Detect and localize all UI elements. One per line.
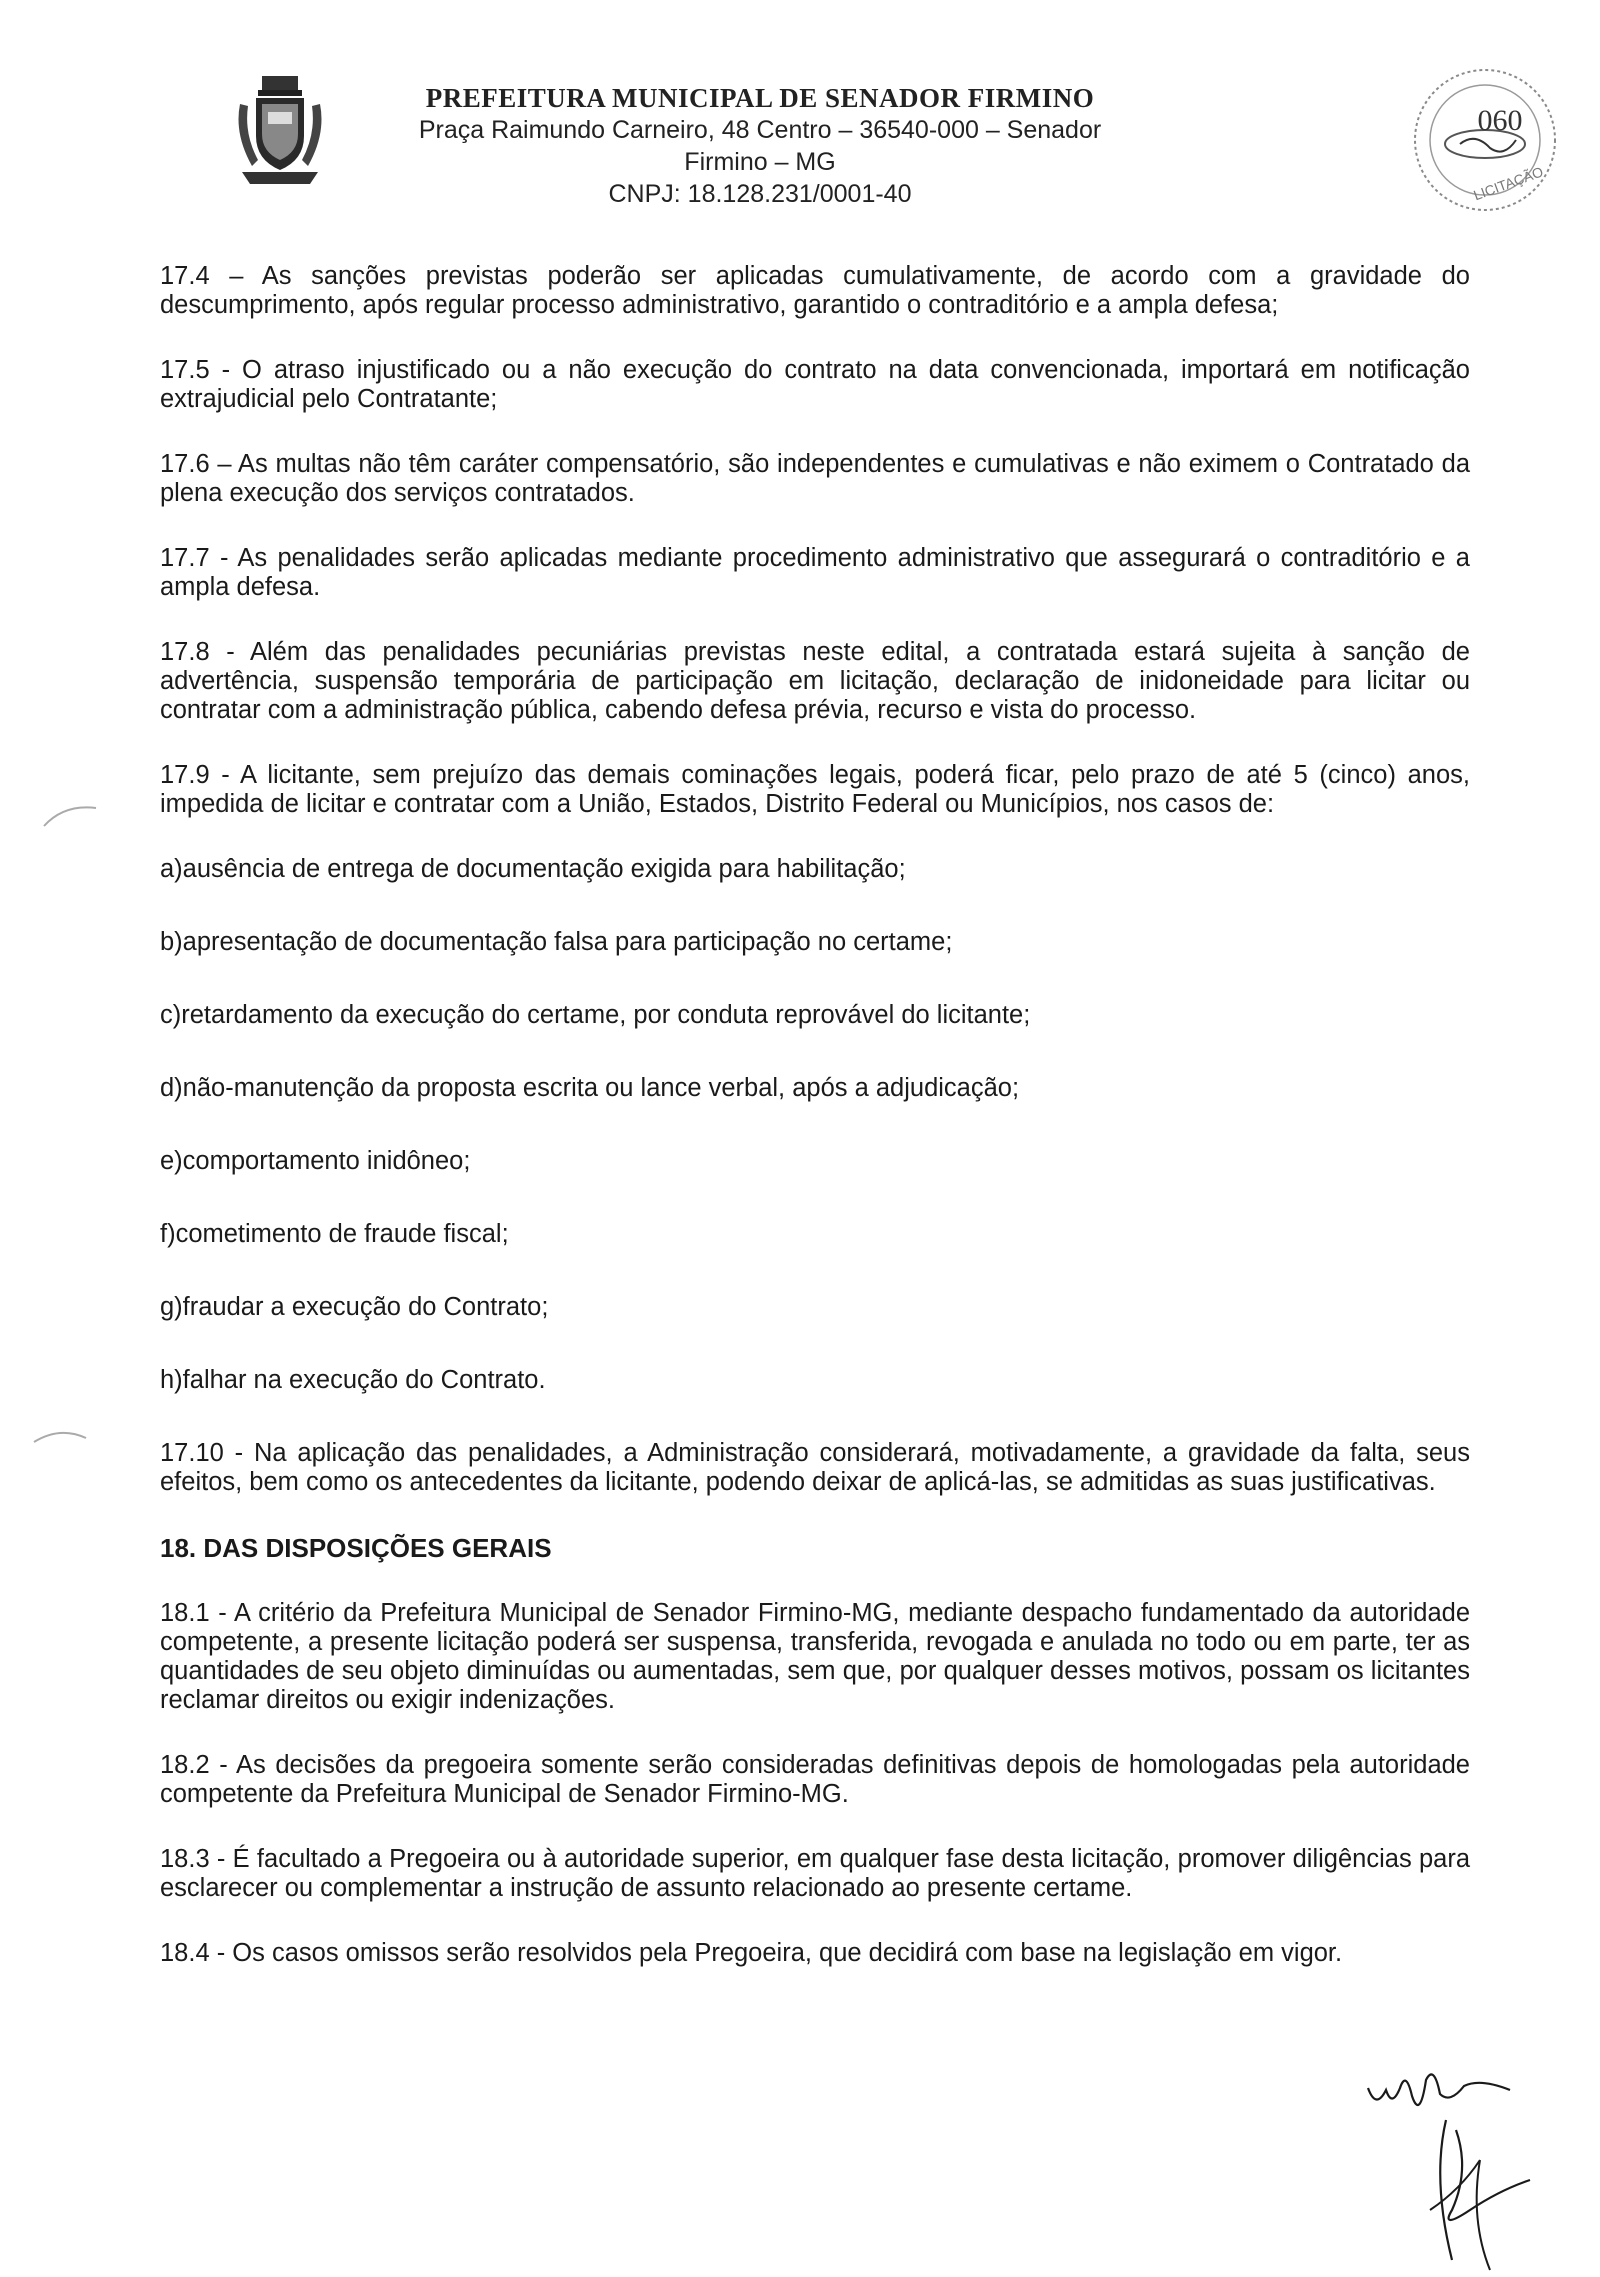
clause-17-10: 17.10 - Na aplicação das penalidades, a Administração considerará, motivadamente, a gravidade da falta, seus efeitos, bem como os antecedentes da licitante, podendo deixar de aplicá-las, se admitidas as suas justificativas. bbox=[160, 1439, 1470, 1496]
clause-17-7: 17.7 - As penalidades serão aplicadas mediante procedimento administrativo que assegurará o contraditório e a ampla defesa. bbox=[160, 544, 1470, 601]
clause-18-4: 18.4 - Os casos omissos serão resolvidos pela Pregoeira, que decidirá com base na legislação em vigor. bbox=[160, 1939, 1343, 1967]
list-item: d)não-manutenção da proposta escrita ou lance verbal, após a adjudicação; bbox=[160, 1074, 1020, 1102]
clause-17-4: 17.4 – As sanções previstas poderão ser aplicadas cumulativamente, de acordo com a gravidade do descumprimento, após regular processo administrativo, garantido o contraditório e a ampla defesa; bbox=[160, 262, 1470, 319]
list-item: a)ausência de entrega de documentação exigida para habilitação; bbox=[160, 855, 906, 883]
coat-of-arms-icon bbox=[232, 74, 328, 190]
list-item: f)cometimento de fraude fiscal; bbox=[160, 1220, 509, 1248]
document-body bbox=[160, 262, 1470, 2004]
list-item: e)comportamento inidôneo; bbox=[160, 1147, 471, 1175]
clause-17-6: 17.6 – As multas não têm caráter compensatório, são independentes e cumulativas e não eximem o Contratado da plena execução dos serviços contratados. bbox=[160, 450, 1470, 507]
letterhead bbox=[0, 60, 1600, 208]
clause-17-8: 17.8 - Além das penalidades pecuniárias previstas neste edital, a contratada estará sujeita à sanção de advertência, suspensão temporária de participação em licitação, declaração de inidoneidade para licitar ou contratar com a administração pública, cabendo defesa prévia, recurso e vista do processo. bbox=[160, 638, 1470, 724]
list-item: b)apresentação de documentação falsa para participação no certame; bbox=[160, 928, 953, 956]
svg-text:060: 060 bbox=[1477, 104, 1523, 137]
svg-text:LICITAÇÃO: LICITAÇÃO bbox=[1471, 163, 1546, 204]
clause-18-3: 18.3 - É facultado a Pregoeira ou à autoridade superior, em qualquer fase desta licitação, promover diligências para esclarecer ou complementar a instrução de assunto relacionado ao presente certame. bbox=[160, 1845, 1470, 1902]
letterhead-cnpj: CNPJ: 18.128.231/0001-40 bbox=[608, 180, 912, 208]
letterhead-title: PREFEITURA MUNICIPAL DE SENADOR FIRMINO bbox=[425, 83, 1095, 113]
hole-punch-mark-icon bbox=[40, 800, 100, 830]
list-item: g)fraudar a execução do Contrato; bbox=[160, 1293, 549, 1321]
signature-icon bbox=[1360, 2060, 1580, 2277]
hole-punch-mark-icon bbox=[30, 1420, 90, 1450]
clause-18-2: 18.2 - As decisões da pregoeira somente serão consideradas definitivas depois de homologadas pela autoridade competente da Prefeitura Municipal de Senador Firmino-MG. bbox=[160, 1751, 1470, 1808]
clause-17-9: 17.9 - A licitante, sem prejuízo das demais cominações legais, poderá ficar, pelo prazo de até 5 (cinco) anos, impedida de licitar e contratar com a União, Estados, Distrito Federal ou Municípios, nos casos de: bbox=[160, 761, 1470, 818]
list-item: h)falhar na execução do Contrato. bbox=[160, 1366, 546, 1394]
clause-17-5: 17.5 - O atraso injustificado ou a não execução do contrato na data convencionada, importará em notificação extrajudicial pelo Contratante; bbox=[160, 356, 1470, 413]
list-item: c)retardamento da execução do certame, por conduta reprovável do licitante; bbox=[160, 1001, 1031, 1029]
section-18-title: 18. DAS DISPOSIÇÕES GERAIS bbox=[160, 1533, 552, 1563]
letterhead-address: Praça Raimundo Carneiro, 48 Centro – 36540-000 – Senador Firmino – MG bbox=[418, 116, 1102, 176]
clause-18-1: 18.1 - A critério da Prefeitura Municipal de Senador Firmino-MG, mediante despacho fundamentado da autoridade competente, a presente licitação poderá ser suspensa, transferida, revogada e anulada no todo ou em parte, ter as quantidades de seu objeto diminuídas ou aumentadas, sem que, por qualquer desses motivos, possam os licitantes reclamar direitos ou exigir indenizações. bbox=[160, 1599, 1470, 1714]
licitacao-stamp-icon bbox=[1400, 60, 1570, 220]
